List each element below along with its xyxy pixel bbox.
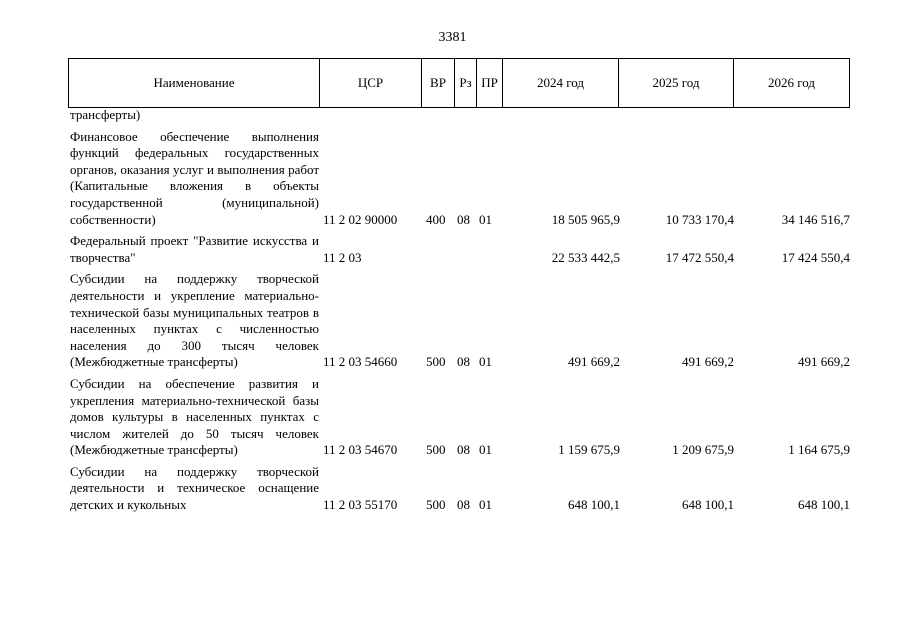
row-2024: 1 159 675,9 <box>558 442 620 458</box>
row-2025: 10 733 170,4 <box>665 211 734 227</box>
header-csr: ЦСР <box>320 59 422 107</box>
row-2024: 18 505 965,9 <box>551 211 620 227</box>
table-row <box>70 233 860 266</box>
row-pr: 01 <box>479 442 492 458</box>
row-rz: 08 <box>457 211 470 227</box>
row-2026: 34 146 516,7 <box>781 211 850 227</box>
row-csr: 11 2 03 <box>323 249 362 265</box>
row-2025: 648 100,1 <box>682 497 734 513</box>
row-name: Финансовое обеспечение выполнения функций федеральных государственных органов, оказания услуг и выполнения работ (Капитальные вложения в объекты государственной (муниципальной) собственности) <box>70 128 319 227</box>
table-row <box>70 271 860 371</box>
row-2026: 491 669,2 <box>798 354 850 370</box>
table-body <box>70 107 860 519</box>
row-csr: 11 2 02 90000 <box>323 211 398 227</box>
row-csr: 11 2 03 55170 <box>323 497 398 513</box>
row-rz: 08 <box>457 354 470 370</box>
header-2026: 2026 год <box>768 75 815 90</box>
table-row <box>70 464 860 514</box>
row-2024: 491 669,2 <box>568 354 620 370</box>
row-2026: 648 100,1 <box>798 497 850 513</box>
header-2024: 2024 год <box>503 59 619 107</box>
header-rz: Рз <box>455 59 477 107</box>
row-csr: 11 2 03 54670 <box>323 442 398 458</box>
table-row <box>70 107 860 124</box>
header-pr: ПР <box>477 59 503 107</box>
row-vr: 500 <box>426 442 446 458</box>
table-header <box>68 58 850 108</box>
page-number: 3381 <box>438 30 467 45</box>
row-2025: 1 209 675,9 <box>672 442 734 458</box>
row-name: Субсидии на поддержку творческой деятельности и укрепление материально-технической базы муниципальных театров в населенных пунктах с численностью населения до 300 тысяч человек (Межбюджетные трансферты) <box>70 271 319 370</box>
row-pr: 01 <box>479 497 492 513</box>
table-row <box>70 376 860 459</box>
header-name: Наименование <box>69 59 320 107</box>
row-name: Федеральный проект "Развитие искусства и творчества" <box>70 233 319 265</box>
header-2025: 2025 год <box>619 59 734 107</box>
row-2024: 648 100,1 <box>568 497 620 513</box>
row-csr: 11 2 03 54660 <box>323 354 398 370</box>
row-rz: 08 <box>457 497 470 513</box>
table-row <box>70 129 860 229</box>
row-name: Субсидии на поддержку творческой деятельности и техническое оснащение детских и кукольных <box>70 463 319 513</box>
row-2025: 17 472 550,4 <box>665 249 734 265</box>
row-pr: 01 <box>479 211 492 227</box>
row-vr: 500 <box>426 497 446 513</box>
row-pr: 01 <box>479 354 492 370</box>
row-2026: 1 164 675,9 <box>788 442 850 458</box>
header-vr: ВР <box>422 59 455 107</box>
row-vr: 500 <box>426 354 446 370</box>
row-rz: 08 <box>457 442 470 458</box>
row-vr: 400 <box>426 211 446 227</box>
row-2026: 17 424 550,4 <box>781 249 850 265</box>
row-2024: 22 533 442,5 <box>551 249 620 265</box>
row-name: трансферты) <box>70 107 141 122</box>
row-name: Субсидии на обеспечение развития и укрепления материально-технической базы домов культуры в населенных пунктах с числом жителей до 50 тысяч человек (Межбюджетные трансферты) <box>70 375 319 458</box>
row-2025: 491 669,2 <box>682 354 734 370</box>
